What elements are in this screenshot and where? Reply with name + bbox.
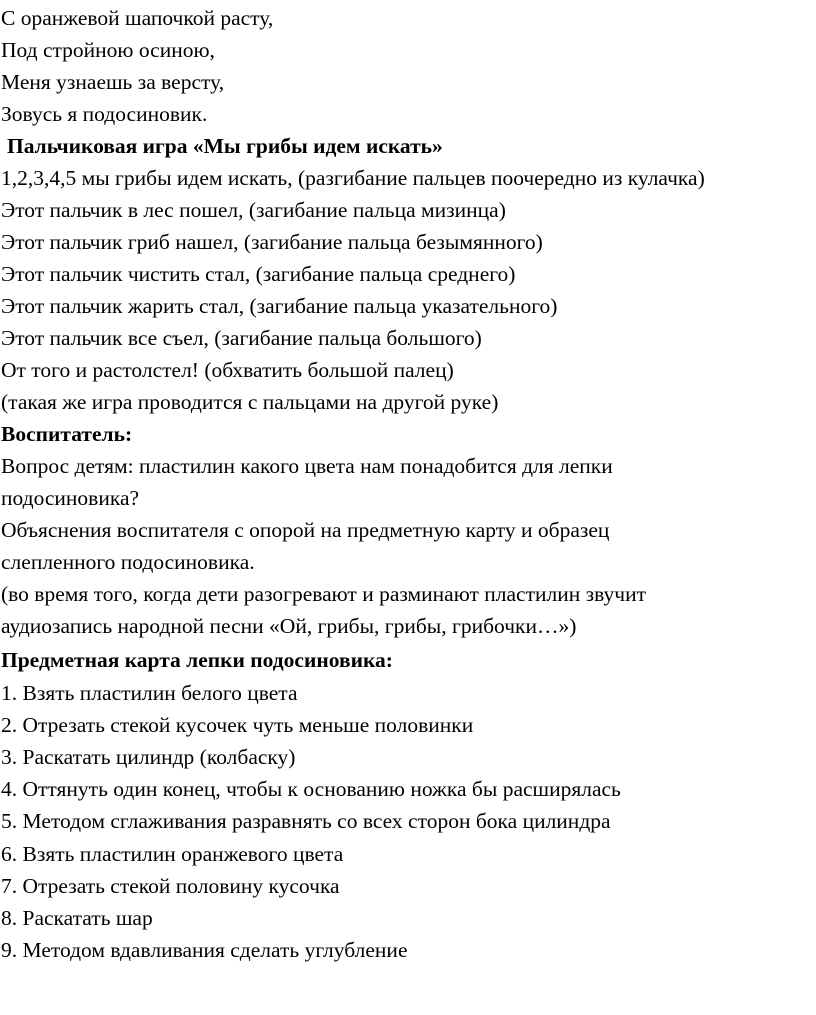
- poem-line: Под стройною осиною,: [1, 38, 215, 62]
- poem-line: Зовусь я подосиновик.: [1, 102, 208, 126]
- educator-line: слепленного подосиновика.: [1, 550, 255, 574]
- card-step: 6. Взять пластилин оранжевого цвета: [1, 842, 344, 866]
- card-step: 8. Раскатать шар: [1, 906, 153, 930]
- card-step: 4. Оттянуть один конец, чтобы к основанию ножка бы расширялась: [1, 777, 621, 801]
- game-line: (такая же игра проводится с пальцами на другой руке): [1, 390, 499, 414]
- game-line: Этот пальчик жарить стал, (загибание пальца указательного): [1, 294, 558, 318]
- card-step: 7. Отрезать стекой половину кусочка: [1, 874, 340, 898]
- game-line: 1,2,3,4,5 мы грибы идем искать, (разгибание пальцев поочередно из кулачка): [1, 166, 705, 190]
- poem-line: Меня узнаешь за версту,: [1, 70, 225, 94]
- educator-line: подосиновика?: [1, 486, 140, 510]
- card-step: 2. Отрезать стекой кусочек чуть меньше половинки: [1, 713, 474, 737]
- educator-line: Вопрос детям: пластилин какого цвета нам понадобится для лепки: [1, 454, 613, 478]
- card-title: Предметная карта лепки подосиновика:: [1, 648, 393, 672]
- card-step: 5. Методом сглаживания разравнять со всех сторон бока цилиндра: [1, 809, 611, 833]
- card-step: 1. Взять пластилин белого цвета: [1, 681, 298, 705]
- educator-line: Объяснения воспитателя с опорой на предметную карту и образец: [1, 518, 610, 542]
- game-line: Этот пальчик все съел, (загибание пальца большого): [1, 326, 482, 350]
- game-line: От того и растолстел! (обхватить большой палец): [1, 358, 454, 382]
- card-step: 3. Раскатать цилиндр (колбаску): [1, 745, 296, 769]
- card-step: 9. Методом вдавливания сделать углубление: [1, 938, 408, 962]
- educator-line: аудиозапись народной песни «Ой, грибы, грибы, грибочки…»): [1, 614, 577, 638]
- game-title: Пальчиковая игра «Мы грибы идем искать»: [7, 134, 443, 158]
- game-line: Этот пальчик чистить стал, (загибание пальца среднего): [1, 262, 516, 286]
- game-line: Этот пальчик гриб нашел, (загибание пальца безымянного): [1, 230, 543, 254]
- educator-line: (во время того, когда дети разогревают и разминают пластилин звучит: [1, 582, 646, 606]
- educator-label: Воспитатель:: [1, 422, 133, 446]
- game-line: Этот пальчик в лес пошел, (загибание пальца мизинца): [1, 198, 506, 222]
- poem-line: С оранжевой шапочкой расту,: [1, 6, 274, 30]
